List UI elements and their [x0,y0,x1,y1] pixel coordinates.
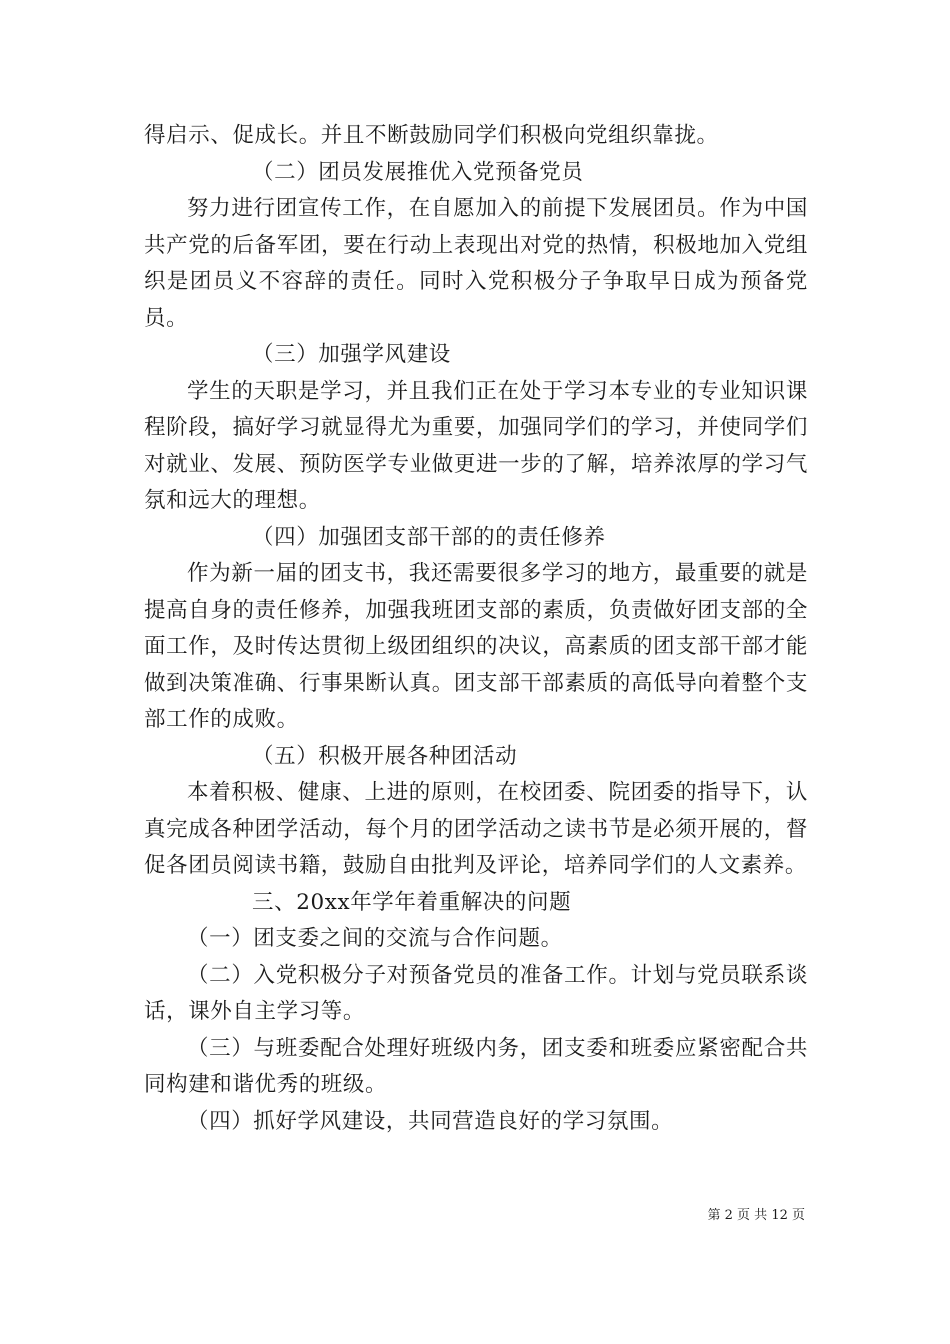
paragraph-body: 学生的天职是学习，并且我们正在处于学习本专业的专业知识课程阶段，搞好学习就显得尤为重要，加强同学们的学习，并使同学们对就业、发展、预防医学专业做更进一步的了解，培养浓厚的学习气氛和远大的理想。 [144,378,808,513]
section-heading-4: （四）加强团支部干部的的责任修养 [252,524,606,550]
page-number-footer: 第 2 页 共 12 页 [707,1208,805,1223]
list-item: （三）与班委配合处理好班级内务，团支委和班委应紧密配合共同构建和谐优秀的班级。 [144,1035,808,1097]
paragraph-body: 作为新一届的团支书，我还需要很多学习的地方，最重要的就是提高自身的责任修养，加强我班团支部的素质，负责做好团支部的全面工作，及时传达贯彻上级团组织的决议，高素质的团支部干部才能做到决策准确、行事果断认真。团支部干部素质的高低导向着整个支部工作的成败。 [144,561,808,732]
list-item: （一）团支委之间的交流与合作问题。 [187,926,563,951]
section-heading-3: （三）加强学风建设 [252,342,451,367]
paragraph-body: 努力进行团宣传工作，在自愿加入的前提下发展团员。作为中国共产党的后备军团，要在行动上表现出对党的热情，积极地加入党组织是团员义不容辞的责任。同时入党积极分子争取早日成为预备党员。 [144,196,808,331]
document-body [144,118,808,1140]
section-heading-5: （五）积极开展各种团活动 [252,743,518,769]
paragraph-body: 本着积极、健康、上进的原则，在校团委、院团委的指导下，认真完成各种团学活动，每个月的团学活动之读书节是必须开展的，督促各团员阅读书籍，鼓励自由批判及评论，培养同学们的人文素养。 [144,780,808,878]
list-item: （二）入党积极分子对预备党员的准备工作。计划与党员联系谈话，课外自主学习等。 [144,962,808,1024]
chapter-heading-3: 三、20xx年学年着重解决的问题 [252,889,572,915]
paragraph-continuation: 得启示、促成长。并且不断鼓励同学们积极向党组织靠拢。 [144,123,719,148]
section-heading-2: （二）团员发展推优入党预备党员 [252,159,584,185]
list-item: （四）抓好学风建设，共同营造良好的学习氛围。 [187,1108,674,1134]
